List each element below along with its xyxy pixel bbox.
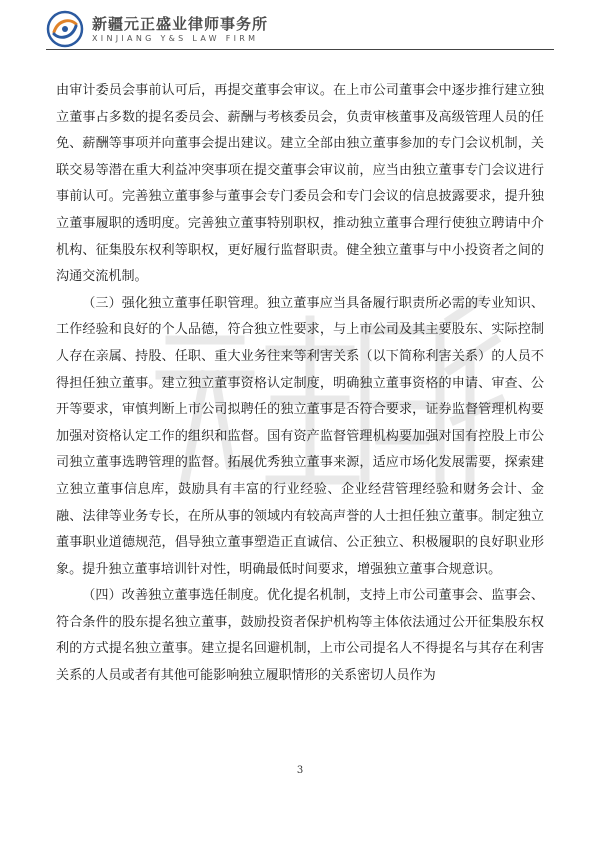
header-divider [46,49,554,50]
body-paragraph-section-3: （三）强化独立董事任职管理。独立董事应当具备履行职责所必需的专业知识、工作经验和良好的个人品德，符合独立性要求，与上市公司及其主要股东、实际控制人存在亲属、持股、任职、重大业务往来等利害关系（以下简称利害关系）的人员不得担任独立董事。建立独立董事资格认定制度，明确独立董事资格的申请、审查、公开等要求，审慎判断上市公司拟聘任的独立董事是否符合要求，证券监督管理机构要加强对资格认定工作的组织和监督。国有资产监督管理机构要加强对国有控股上市公司独立董事选聘管理的监督。拓展优秀独立董事来源，适应市场化发展需要，探索建立独立董事信息库，鼓励具有丰富的行业经验、企业经营管理经验和财务会计、金融、法律等业务专长，在所从事的领域内有较高声誉的人士担任独立董事。制定独立董事职业道德规范，倡导独立董事塑造正直诚信、公正独立、积极履职的良好职业形象。提升独立董事培训针对性，明确最低时间要求，增强独立董事合规意识。 [56,295,544,577]
firm-name-english: XINJIANG Y&S LAW FIRM [92,33,259,43]
firm-name-chinese: 新疆元正盛业律师事务所 [92,14,269,33]
letterhead [46,8,566,50]
document-body [56,78,544,690]
firm-name-block [92,15,268,44]
body-paragraph-continued: 由审计委员会事前认可后，再提交董事会审议。在上市公司董事会中逐步推行建立独立董事占多数的提名委员会、薪酬与考核委员会，负责审核董事及高级管理人员的任免、薪酬等事项并向董事会提出建议。建立全部由独立董事参加的专门会议机制，关联交易等潜在重大利益冲突事项在提交董事会审议前，应当由独立董事专门会议进行事前认可。完善独立董事参与董事会专门委员会和专门会议的信息披露要求，提升独立董事履职的透明度。完善独立董事特别职权，推动独立董事合理行使独立聘请中介机构、征集股东权利等职权，更好履行监督职责。健全独立董事与中小投资者之间的沟通交流机制。 [56,83,544,285]
ys-law-firm-logo-icon [46,10,84,48]
page-number: 3 [296,765,304,776]
body-paragraph-section-4: （四）改善独立董事选任制度。优化提名机制，支持上市公司董事会、监事会、符合条件的股东提名独立董事，鼓励投资者保护机构等主体依法通过公开征集股东权利的方式提名独立董事。建立提名回避机制，上市公司提名人不得提名与其存在利害关系的人员或者有其他可能影响独立履职情形的关系密切人员作为 [56,588,544,684]
